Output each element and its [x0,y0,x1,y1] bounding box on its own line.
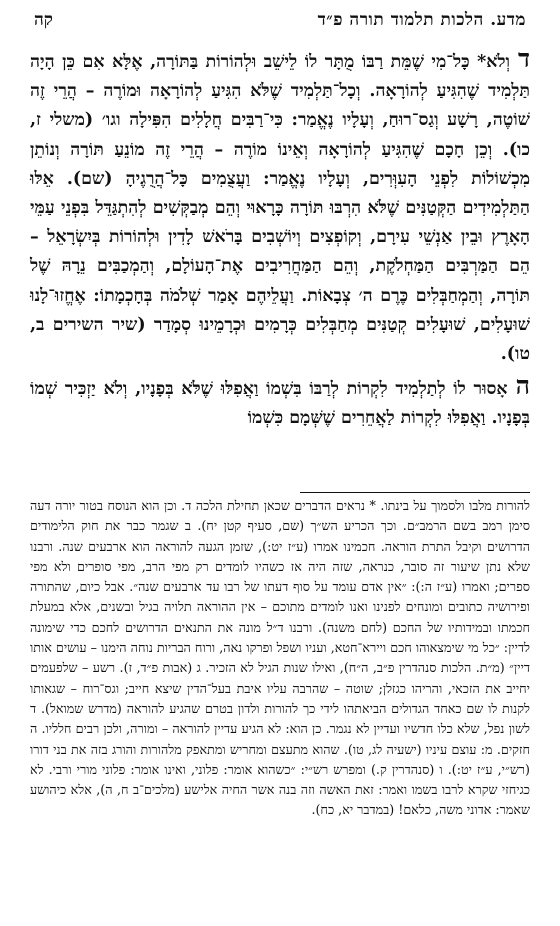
main-text [30,44,530,434]
halacha-paragraph [30,44,530,369]
halacha-paragraph [30,371,530,433]
page-number: קה [34,10,53,30]
halacha-letter: ד [517,44,530,73]
halacha-text: אָסוּר לוֹ לְתַלְמִיד לִקְרוֹת לְרַבּוֹ בִּשְׁמוֹ וַאֲפִלּוּ שֶׁלֹּא בְּפָנָיו, וְלֹא יַזְכִּיר שְׁמוֹ בְּפָנָיו. וַאֲפִלּוּ לִקְרוֹת לַאֲחֵרִים שֶׁשְּׁמָם כִּשְׁמוֹ [30,379,530,429]
halacha-letter: ה [515,371,530,401]
halacha-text: וְלֹא* כָּל־מִי שֶׁמֵּת רַבּוֹ מֻתָּר לוֹ לֵישֵׁב וּלְהוֹרוֹת בַּתּוֹרָה, אֶלָּא אִם כֵּן הָיָה תַּלְמִיד שֶׁהִגִּיעַ לְהוֹרָאָה. וְכָל־תַּלְמִיד שֶׁלֹּא הִגִּיעַ לְהוֹרָאָה וּמוֹרֶה – הֲרֵי זֶה שׁוֹטֶה, רָשָׁע וְגַס־רוּחַ, וְעָלָיו נֶאֱמַר: כִּי־רַבִּים חֲלָלִים הִפִּילָה וגו׳ (משלי ז, כו). וְכֵן חָכָם שֶׁהִגִּיעַ לְהוֹרָאָה וְאֵינוֹ מוֹרֶה – הֲרֵי זֶה מוֹנֵעַ תּוֹרָה וְנוֹתֵן מִכְשׁוֹלוֹת לִפְנֵי הָעִוְּרִים, וְעָלָיו נֶאֱמַר: וַעֲצֻמִים כָּל־הֲרֻגֶיהָ (שם). אֵלּוּ הַתַּלְמִידִים הַקְּטַנִּים שֶׁלֹּא הִרְבּוּ תּוֹרָה כָּרָאוּי וְהֵם מְבַקְּשִׁים לְהִתְגַּדֵּל בִּפְנֵי עַמֵּי הָאָרֶץ וּבֵין אַנְשֵׁי עִירָם, וְקוֹפְצִים וְיוֹשְׁבִים בָּרֹאשׁ לָדִין וּלְהוֹרוֹת בְּיִשְׂרָאֵל – הֵם הַמַּרְבִּים הַמַּחְלֹקֶת, וְהֵם הַמַּחֲרִיבִים אֶת־הָעוֹלָם, וְהַמְכַבִּים נֵרָהּ שֶׁל תּוֹרָה, וְהַמְחַבְּלִים כֶּרֶם ה׳ צְבָאוֹת. וַעֲלֵיהֶם אָמַר שְׁלֹמֹה בְּחָכְמָתוֹ: אֶחֱזוּ־לָנוּ שׁוּעָלִים, שׁוּעָלִים קְטַנִּים מְחַבְּלִים כְּרָמִים וּכְרָמֵינוּ סְמָדַר (שיר השירים ב, טו). [30,52,530,365]
commentary-notes [30,496,530,821]
footnote-divider [300,492,530,493]
commentary-text: להורות מלבו ולסמוך על בינתו. * נראים הדברים שכאן תחילת הלכה ד. וכן הוא הנוסח בטור יורה דעה סימן רמב בשם הרמב״ם. וכך הכריע הש״ך (שם, סעיף קטן יח). ב שגמר כבר את חוק הלימודים הדרושים וקיבל התרת הוראה. חכמינו אמרו (ע״ז יט:), שזמן הגעה להוראה הוא ארבעים שנה. ורבנו שלא נתן שיעור זה סובר, כנראה, שזה היה אז כשהיו לומדים רק מפי הרב, מפי סופרים ולא מפי ספרים; ואמרו (ע״ז ה:): ״אין אדם עומד על סוף דעתו של רבו עד ארבעים שנה״. אבל כיום, שהתורה ופירושיה כתובים ומונחים לפנינו ואנו לומדים מתוכם – אין ההוראה תלויה בגיל ובשנים, אלא במעלת חכמתו ובמידותיו של החכם (לחם משנה). ורבנו ד״ל מונה את התנאים הדרושים לחכם כדי שימונה לדיין: ״כל מי שימצאוהו חכם ויירא־חטא, ועניו ושפל ופרקו נאה, ורוח הבריות נוחה הימנו – עושים אותו דיין״ (מ״ת. הלכות סנהדרין פ״ב, ה״ח), ואילו שנות הגיל לא הזכיר. ג (אבות פ״ד, ז). רשע – שלפעמים יחייב את הזכאי, והריהו כגזלן; שוטה – שהרבה עליו איבת בעל־הדין שיצא חייב; וגס־רוח – שגאותו לקנות לו שם כאחד הגדולים הביאתהו לידי כך להורות ולדון בטרם שהגיע להוראה (מדרש שמואל). ד לשון נפל, שלא כלו חדשיו ועדיין לא נגמר. כן הוא: לא הגיע עדיין להוראה – ומורה, ולכן רבים חלליו. ה חזקים. מ: עוצם עיניו (ישעיה לג, טו). שהוא מתעצם ומחריש ומתאפק מלהורות והורג בזה את בני דורו (רש״י, ע״ז יט:). ו (סנהדרין ק.) ומפרש רש״י: ״כשהוא אומר: פלוני, ואינו אומר: פלוני מורי ורבי. לא כגיחזי שקרא לרבו בשמו ואמר: זאת האשה וזה בנה אשר החיה אלישע (מלכים־ב ח, ה), אלא כיהושע שאמר: אדוני משה, כלאם! (במדבר יא, כח). [30,498,530,818]
running-title: מדע. הלכות תלמוד תורה פ״ד [317,10,526,30]
page-header [34,8,526,32]
